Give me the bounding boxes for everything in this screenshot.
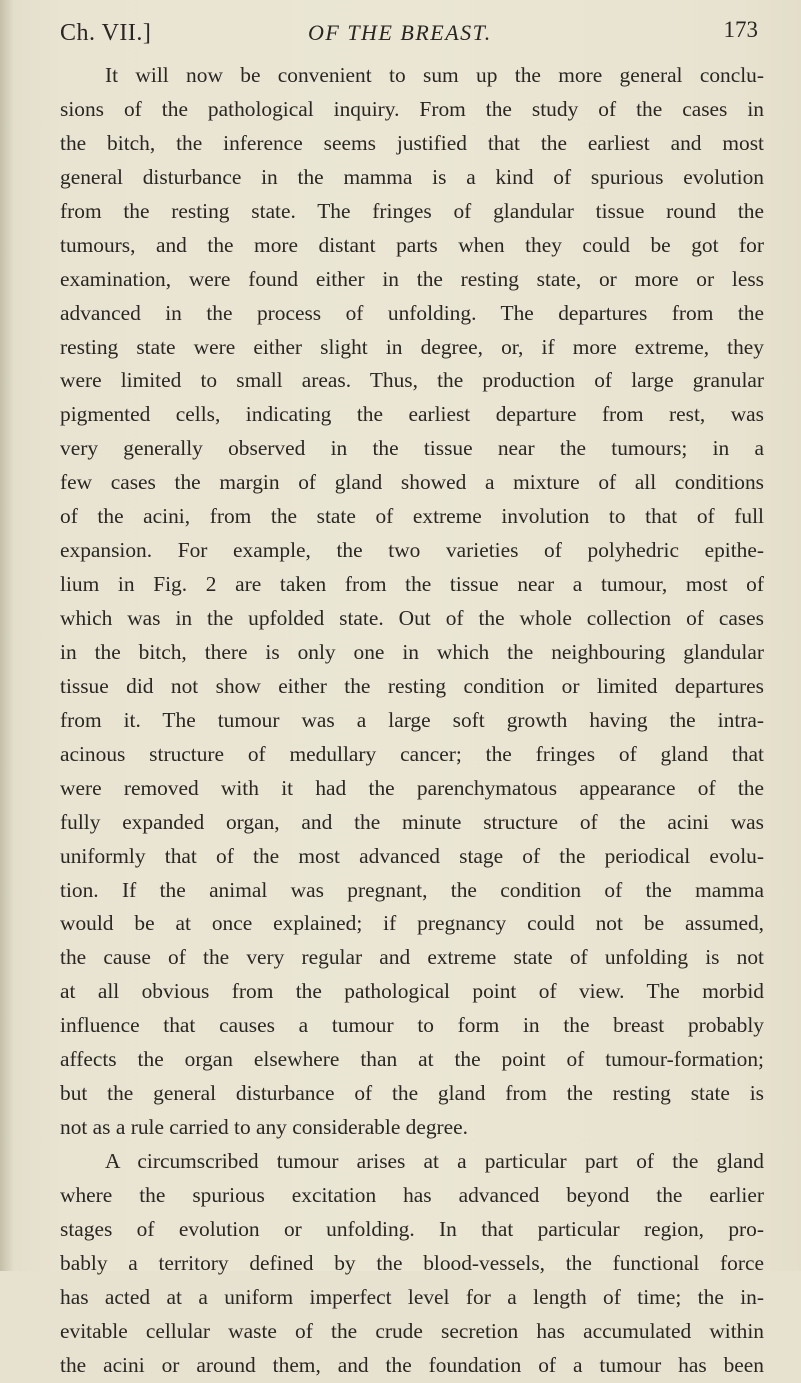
text-line: would be at once explained; if pregnancy could not be assumed,: [60, 911, 764, 936]
text-line: advanced in the process of unfolding. The departures from the: [60, 300, 764, 325]
text-line: sions of the pathological inquiry. From the study of the cases in: [60, 96, 764, 121]
text-line: at all obvious from the pathological point of view. The morbid: [60, 979, 764, 1004]
text-line: few cases the margin of gland showed a mixture of all conditions: [60, 470, 764, 495]
text-line: were limited to small areas. Thus, the production of large granular: [60, 368, 764, 393]
text-line: influence that causes a tumour to form in the breast probably: [60, 1013, 764, 1038]
chapter-marker: Ch. VII.]: [60, 20, 152, 46]
text-line: tion. If the animal was pregnant, the condition of the mamma: [60, 877, 764, 902]
text-line: the cause of the very regular and extreme state of unfolding is not: [60, 945, 764, 970]
text-line: uniformly that of the most advanced stage of the periodical evolu-: [60, 843, 764, 868]
text-line: the bitch, the inference seems justified that the earliest and most: [60, 130, 764, 155]
text-line: the acini or around them, and the foundation of a tumour has been: [60, 1352, 764, 1377]
text-line: of the acini, from the state of extreme involution to that of full: [60, 504, 764, 529]
text-line: pigmented cells, indicating the earliest departure from rest, was: [60, 402, 764, 427]
text-line: fully expanded organ, and the minute structure of the acini was: [60, 809, 764, 834]
text-line: examination, were found either in the resting state, or more or less: [60, 266, 764, 291]
text-line: affects the organ elsewhere than at the point of tumour-formation;: [60, 1047, 764, 1072]
text-line: bably a territory defined by the blood-vessels, the functional force: [60, 1250, 764, 1275]
text-line: evitable cellular waste of the crude secretion has accumulated within: [60, 1318, 764, 1343]
text-line: lium in Fig. 2 are taken from the tissue near a tumour, most of: [60, 572, 764, 597]
text-line: resting state were either slight in degree, or, if more extreme, they: [60, 334, 764, 359]
text-line: A circumscribed tumour arises at a particular part of the gland: [105, 1149, 764, 1173]
text-line: acinous structure of medullary cancer; the fringes of gland that: [60, 741, 764, 766]
page-gutter-shadow: [0, 0, 14, 1271]
text-line: were removed with it had the parenchymatous appearance of the: [60, 775, 764, 800]
text-line: from the resting state. The fringes of glandular tissue round the: [60, 198, 764, 223]
text-line: which was in the upfolded state. Out of the whole collection of cases: [60, 606, 764, 630]
text-line: expansion. For example, the two varieties of polyhedric epithe-: [60, 538, 764, 563]
page-number: 173: [723, 17, 758, 42]
text-line: very generally observed in the tissue near the tumours; in a: [60, 436, 764, 461]
text-line: tumours, and the more distant parts when they could be got for: [60, 232, 764, 257]
text-line: stages of evolution or unfolding. In that particular region, pro-: [60, 1216, 764, 1241]
text-line: general disturbance in the mamma is a kind of spurious evolution: [60, 164, 764, 189]
text-line: has acted at a uniform imperfect level for a length of time; the in-: [60, 1284, 764, 1309]
running-title: OF THE BREAST.: [308, 20, 492, 45]
text-line: from it. The tumour was a large soft growth having the intra-: [60, 707, 764, 732]
text-line: It will now be convenient to sum up the more general conclu-: [105, 63, 764, 87]
running-head: [60, 17, 760, 56]
text-line: not as a rule carried to any considerable degree.: [60, 1115, 469, 1140]
body-text: [60, 59, 764, 1383]
text-line: but the general disturbance of the gland from the resting state is: [60, 1081, 764, 1106]
text-line: in the bitch, there is only one in which the neighbouring glandular: [60, 639, 764, 664]
text-line: where the spurious excitation has advanced beyond the earlier: [60, 1182, 764, 1207]
text-line: tissue did not show either the resting condition or limited departures: [60, 673, 764, 698]
